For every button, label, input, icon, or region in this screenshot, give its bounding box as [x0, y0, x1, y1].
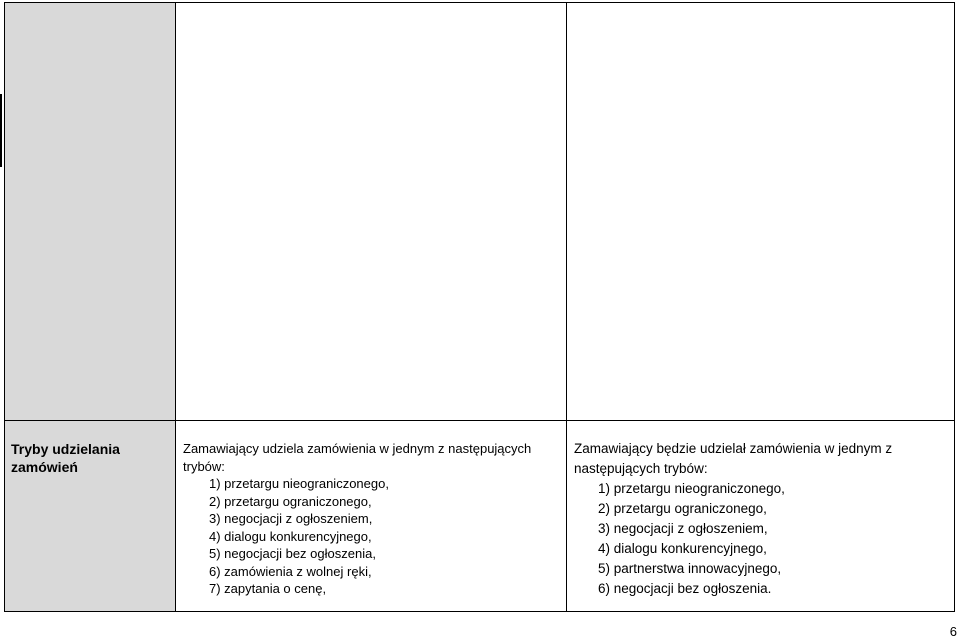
list-item: 5) negocjacji bez ogłoszenia,: [209, 546, 376, 561]
old-regulation-cell: [176, 421, 567, 612]
new-modes-list: [574, 479, 946, 599]
old-intro-text: Zamawiający udziela zamówienia w jednym z następujących trybów:: [183, 441, 532, 474]
list-item: 2) przetargu ograniczonego,: [209, 493, 372, 509]
comparison-table: [4, 2, 955, 612]
list-item: 1) przetargu nieograniczonego,: [209, 476, 389, 491]
new-cell-empty: [567, 3, 955, 421]
page-number: 6: [949, 624, 957, 639]
table-row-modes: [5, 421, 955, 612]
list-item: 4) dialogu konkurencyjnego,: [209, 528, 372, 544]
list-item: 4) dialogu konkurencyjnego,: [598, 541, 767, 556]
old-cell-empty: [176, 3, 567, 421]
label-cell-empty: [5, 3, 176, 421]
list-item: 2) przetargu ograniczonego,: [598, 501, 767, 516]
table-row-empty: [5, 3, 955, 421]
list-item: 3) negocjacji z ogłoszeniem,: [598, 521, 768, 536]
list-item: 6) negocjacji bez ogłoszenia.: [598, 581, 772, 596]
list-item: 1) przetargu nieograniczonego,: [598, 481, 785, 496]
new-intro-text: Zamawiający będzie udzielał zamówienia w jednym z następujących trybów:: [574, 441, 893, 476]
margin-mark: [0, 94, 2, 167]
list-item: 3) negocjacji z ogłoszeniem,: [209, 511, 373, 526]
row-label: Tryby udzielania zamówień: [11, 441, 120, 475]
new-regulation-cell: [567, 421, 955, 612]
row-label-cell: [5, 421, 176, 612]
list-item: 6) zamówienia z wolnej ręki,: [209, 563, 372, 579]
list-item: 5) partnerstwa innowacyjnego,: [598, 561, 782, 576]
old-modes-list: [183, 475, 556, 598]
list-item: 7) zapytania o cenę,: [209, 581, 327, 596]
